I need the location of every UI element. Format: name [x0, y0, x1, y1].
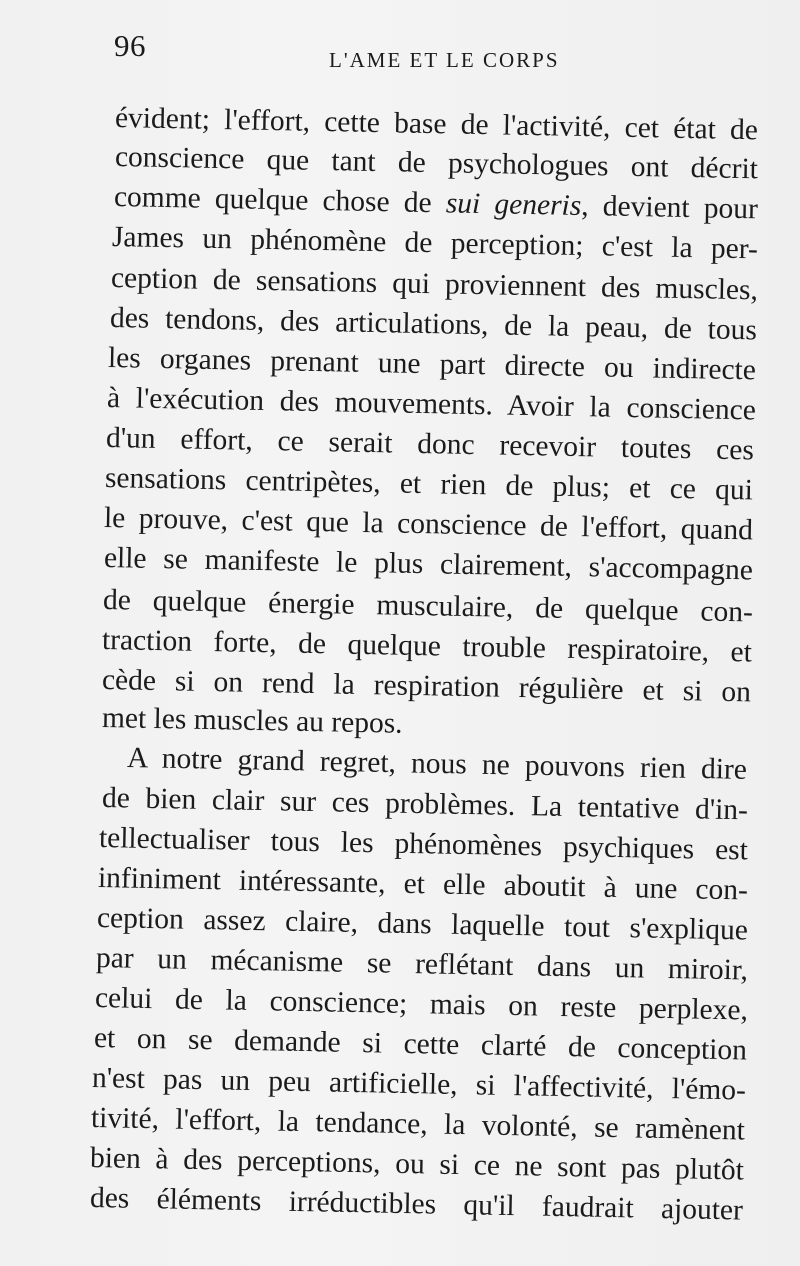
- text-line: infiniment intéressante, et elle aboutit à une con-: [97, 862, 749, 907]
- text-line: à l'exécution des mouvements. Avoir la conscience: [106, 382, 757, 427]
- text-line: évident; l'effort, cette base de l'activité, cet état de: [114, 102, 759, 147]
- text-line: met les muscles au repos.: [101, 702, 403, 740]
- text-line: cède si on rend la respiration régulière et si on: [101, 664, 752, 709]
- text-line: des tendons, des articulations, de la peau, de tous: [109, 302, 758, 347]
- text-line: A notre grand regret, nous ne pouvons rien dire: [126, 742, 748, 786]
- text-line: par un mécanisme se reflétant dans un miroir,: [95, 942, 749, 987]
- text-line: les organes prenant une part directe ou indirecte: [107, 342, 757, 387]
- text-line: n'est pas un peu artificielle, si l'affectivité, l'émo-: [91, 1062, 747, 1107]
- text-line: celui de la conscience; mais on reste perplexe,: [94, 982, 749, 1027]
- text-line: sensations centripètes, et rien de plus; et ce qui: [104, 462, 754, 507]
- text-line: tellectualiser tous les phénomènes psychiques est: [98, 822, 749, 867]
- text-line: de quelque énergie musculaire, de quelque con-: [102, 584, 754, 629]
- text-line: ception assez claire, dans laquelle tout s'explique: [96, 902, 749, 947]
- text-line: comme quelque chose de sui generis, devient pour: [113, 181, 759, 226]
- text-line: ception de sensations qui proviennent des muscles,: [110, 262, 759, 307]
- running-title: L'AME ET LE CORPS: [329, 48, 560, 72]
- text-line: James un phénomène de perception; c'est la per-: [111, 221, 759, 266]
- text-line: tivité, l'effort, la tendance, la volonté, se ramènent: [90, 1102, 746, 1147]
- text-line: et on se demande si cette clarté de conception: [93, 1022, 748, 1067]
- text-line: traction forte, de quelque trouble respiratoire, et: [101, 624, 753, 669]
- text-line: bien à des perceptions, ou si ce ne sont pas plutôt: [89, 1142, 745, 1187]
- page-number: 96: [114, 28, 146, 63]
- text-line: elle se manifeste le plus clairement, s'accompagne: [103, 542, 754, 587]
- text-line: de bien clair sur ces problèmes. La tentative d'in-: [101, 782, 749, 827]
- text-line: le prouve, c'est que la conscience de l'effort, quand: [103, 502, 754, 547]
- text-line: des éléments irréductibles qu'il faudrait ajouter: [89, 1182, 744, 1227]
- text-line: d'un effort, ce serait donc recevoir toutes ces: [105, 422, 755, 467]
- text-line: conscience que tant de psychologues ont décrit: [114, 141, 759, 186]
